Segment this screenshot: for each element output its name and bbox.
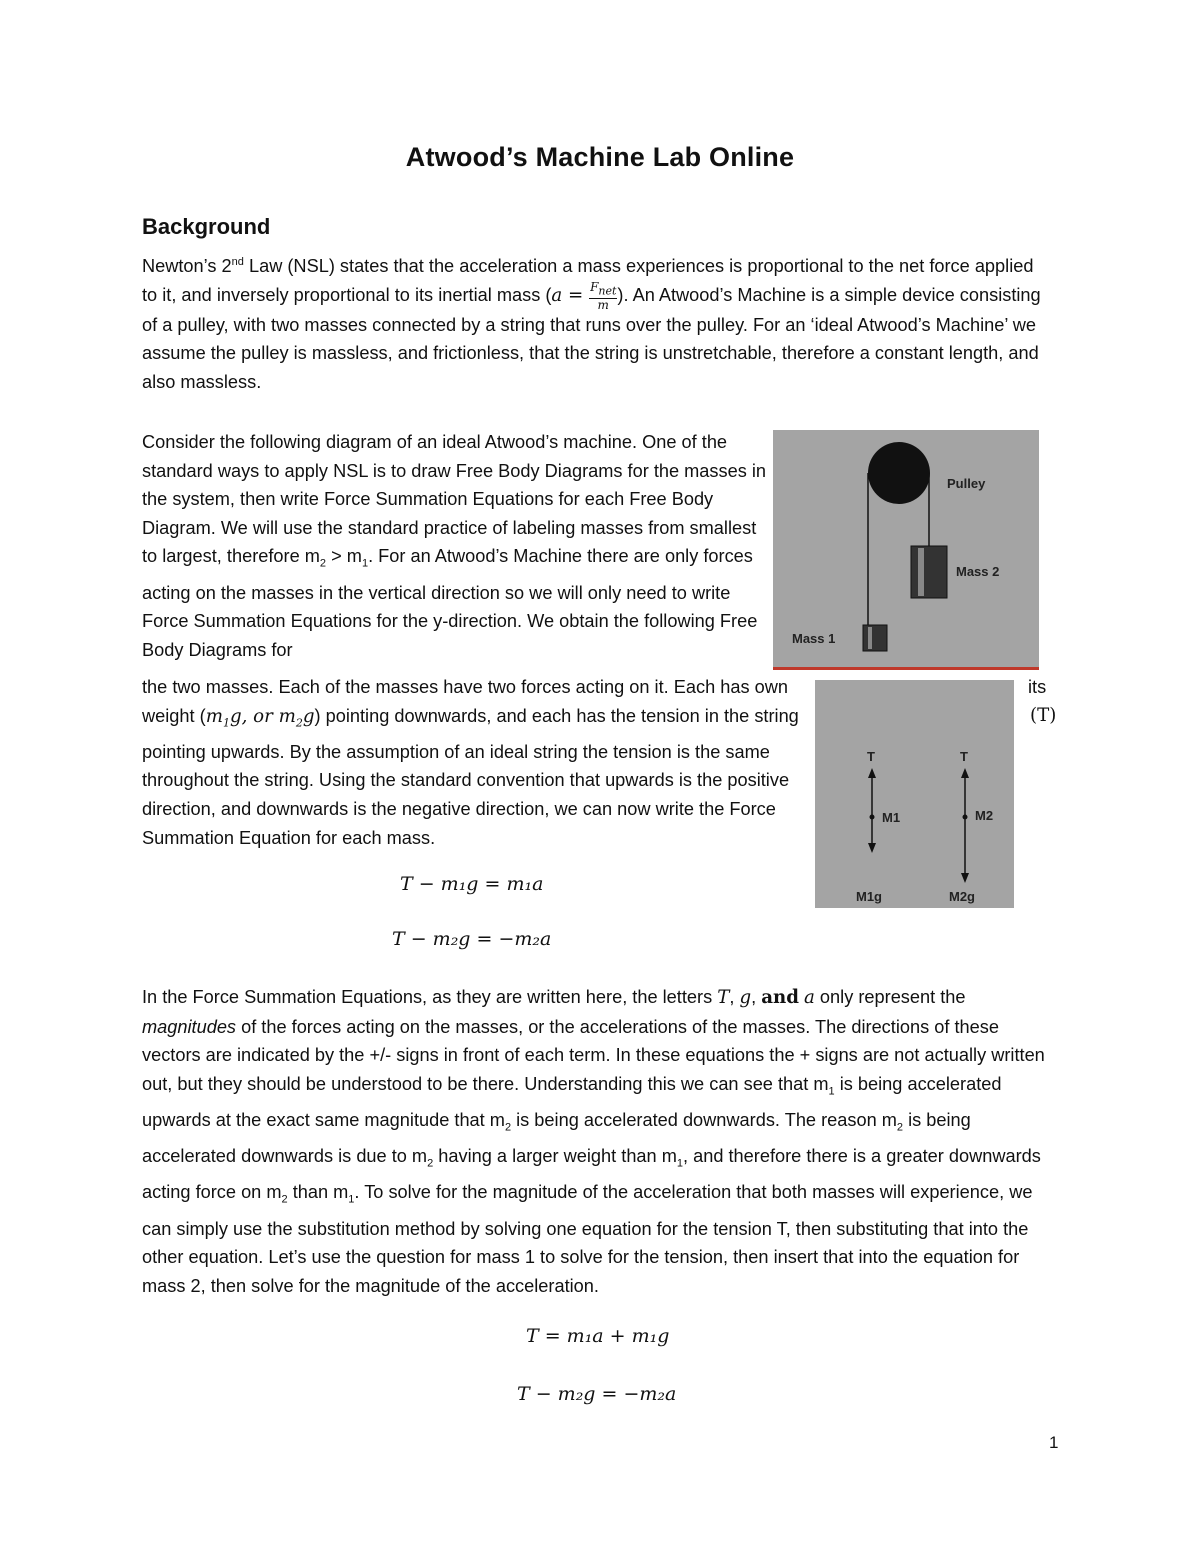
text-run: than m	[287, 1182, 349, 1203]
emphasis: magnitudes	[142, 1016, 237, 1037]
subscript: 2	[295, 716, 303, 730]
mass2-label: Mass 2	[956, 564, 1000, 579]
subscript: 1	[222, 716, 230, 730]
inline-weight	[205, 705, 315, 730]
subscript: 2	[427, 1157, 434, 1170]
inline-formula: a =	[551, 284, 590, 306]
page-title: Atwood’s Machine Lab Online	[405, 142, 795, 172]
mass-point-m2	[963, 815, 968, 820]
mass1-block	[863, 625, 887, 651]
text-run: Consider the following diagram of an ideal Atwood’s machine. One of the standard ways to apply NSL is to draw Free Body Diagrams for the masses in the system, then write Force Summation Equations for each Free Body Diagram. We will use the standard practice of labeling masses from smallest to largest, therefore m	[142, 432, 767, 567]
wrapped-word: its	[1028, 677, 1047, 697]
page-number: 1	[1049, 1433, 1059, 1452]
pulley-wheel	[868, 442, 930, 504]
text-run: is being accelerated downwards is due to m	[142, 1110, 971, 1167]
fraction-denominator: m	[597, 297, 609, 312]
mass-label-m2: M2	[975, 808, 994, 823]
text-run: is being accelerated downwards. The reason m	[511, 1110, 897, 1131]
equation-mass1: T − m₁g = m₁a	[400, 873, 544, 895]
symbol-g: g	[739, 987, 752, 1008]
tension-label-m1: T	[867, 749, 875, 764]
paragraph-intro	[142, 248, 1052, 396]
fbd-figure-background	[815, 680, 1014, 908]
equation-mass2: T − m₂g = −m₂a	[392, 928, 552, 950]
mass2-highlight	[918, 548, 924, 596]
text-run: ,	[729, 987, 740, 1007]
free-body-diagram-figure	[815, 680, 1014, 908]
mass2-block	[911, 546, 947, 598]
text-run: . For an Atwood’s Machine there are only forces acting on the masses in the vertical direction so we will only need to write Force Summation Equations for the y-direction. We obtain the following Free Body Diagrams for	[142, 546, 758, 660]
text-run: the two masses. Each of the masses have two forces acting on it. Each has	[142, 677, 750, 697]
mass-label-m1: M1	[882, 810, 901, 825]
paragraph-diagram	[142, 428, 767, 664]
mass-point-m1	[870, 815, 875, 820]
subscript: 2	[896, 1121, 904, 1134]
paragraph-explanation	[142, 983, 1060, 1301]
fraction	[589, 281, 617, 310]
text-run: is being accelerated upwards at the exact same magnitude that m	[142, 1073, 1002, 1131]
text-run: g, or m	[229, 705, 296, 727]
text-run: in the string pointing upwards. By the assumption of an ideal string the tension is the same throughout the string. Using the standard convention that upwards is the positive direction, and downwards is the negative direction, we can now write the Force Summation Equation for each mass.	[142, 705, 799, 848]
text-run: . To solve for the magnitude of the acceleration that both masses will experience, we can simply use the substitution method by solving one equation for the tension T, then substituting that into the other equation. Let’s use the question for mass 1 to solve for the tension, then insert that into the equation for mass 2, then solve for the magnitude of the acceleration.	[142, 1182, 1033, 1296]
pulley-label: Pulley	[947, 476, 986, 491]
numerator-subscript: net	[598, 284, 617, 298]
pulley-diagram-figure	[773, 430, 1039, 670]
tension-label-m2: T	[960, 749, 968, 764]
text-run: > m	[326, 546, 362, 567]
tension-symbol: (T)	[1030, 705, 1057, 726]
equation-tension: T = m₁a + m₁g	[526, 1325, 670, 1347]
text-run: In the Force Summation Equations, as they are written here, the letters	[142, 987, 718, 1007]
subscript: 1	[361, 558, 369, 571]
symbol-T: T	[717, 987, 730, 1008]
text-run: ,	[751, 987, 762, 1007]
subscript: 1	[676, 1157, 683, 1170]
text-run: Newton’s 2	[142, 256, 232, 277]
equation-mass2-repeat: T − m₂g = −m₂a	[517, 1383, 677, 1405]
text-run: , and therefore there is a greater downwards acting force on m	[142, 1146, 1041, 1203]
mass1-highlight	[868, 627, 872, 649]
text-run: only represent the	[814, 987, 966, 1007]
text-run: ). An Atwood’s Machine is a simple device consisting of a pulley, with two masses connected by a string that runs over the pulley. For an ‘ideal Atwood’s Machine’ we assume the pulley is massless, and frictionless, that the string is unstretchable, therefore a constant length, and also massless.	[142, 284, 1041, 392]
symbol-a: a	[804, 987, 815, 1008]
paragraph-fbd	[142, 673, 802, 852]
section-heading: Background	[142, 214, 271, 239]
weight-label-m1: M1g	[856, 889, 882, 904]
numerator-symbol: F	[590, 280, 599, 295]
text-run: g	[302, 705, 315, 727]
mass-symbol: m	[205, 705, 223, 727]
subscript: 1	[348, 1194, 355, 1207]
pulley-figure-baseline	[773, 667, 1039, 670]
subscript: 2	[504, 1121, 512, 1134]
subscript: 1	[828, 1085, 835, 1098]
weight-label-m2: M2g	[949, 889, 975, 904]
text-run: ) pointing downwards, and each has the tension	[314, 705, 700, 726]
mass1-label: Mass 1	[792, 631, 836, 646]
text-run: having a larger weight than m	[433, 1146, 677, 1167]
and-word: and	[761, 987, 799, 1008]
subscript: 2	[319, 558, 327, 571]
text-run: Law (NSL) states that the acceleration a mass experiences is proportional to the net force applied to it, and inversely proportional to its inertial mass (	[142, 256, 1034, 305]
fraction-numerator	[589, 281, 617, 298]
text-run: own weight (	[142, 677, 789, 726]
superscript: nd	[231, 256, 244, 268]
subscript: 2	[281, 1194, 288, 1207]
text-run: of the forces acting on the masses, or the accelerations of the masses. The directions of these vectors are indicated by the +/- signs in front of each term. In these equations the + signs are not actually written out, but they should be understood to be there. Understanding this we can see that m	[142, 1016, 1045, 1094]
